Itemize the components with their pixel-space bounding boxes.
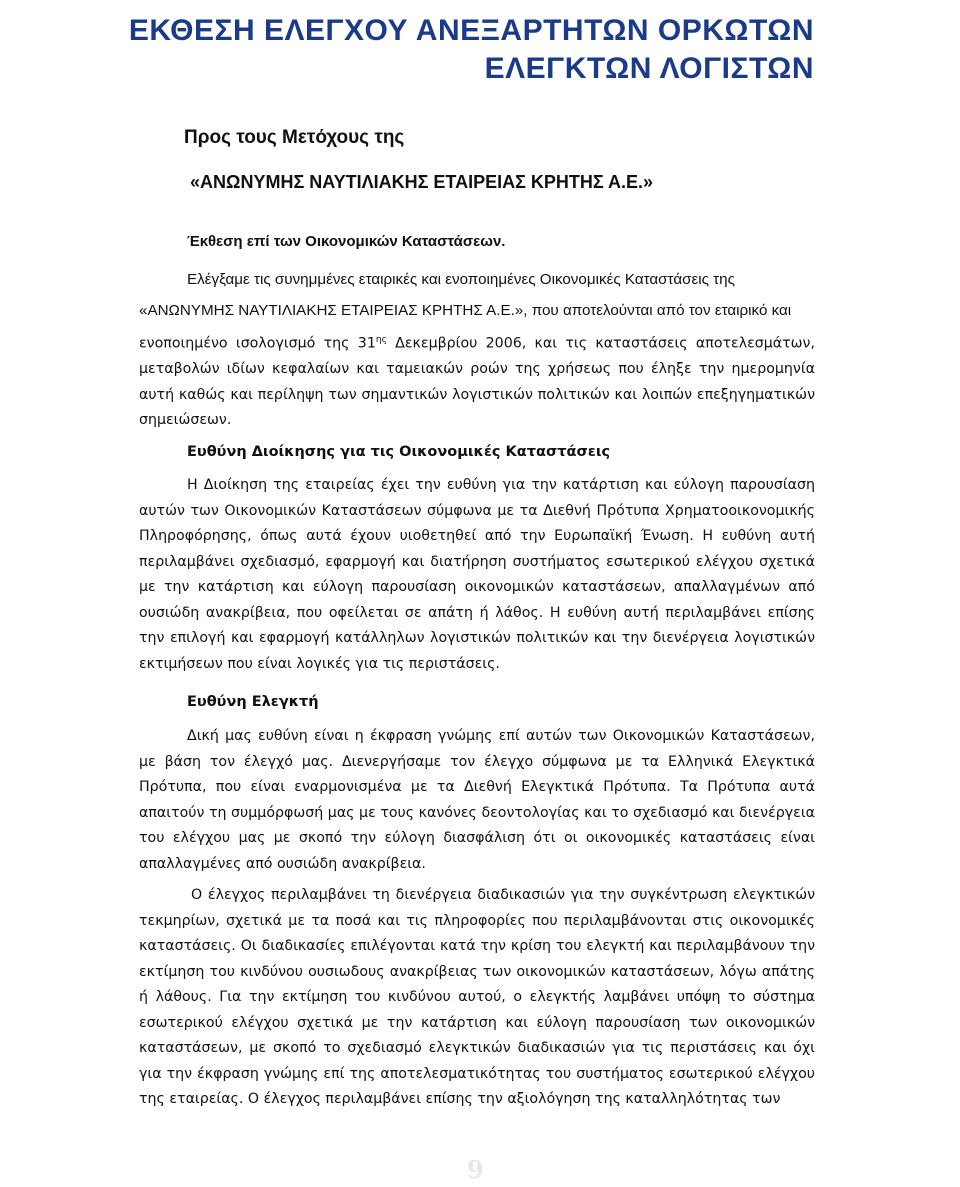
management-text: Η Διοίκηση της εταιρείας έχει την ευθύνη για την κατάρτιση και εύλογη παρουσίαση αυτών των Οικονομικών Καταστάσεων σύμφωνα με τα Διεθνή Πρότυπα Χρηματοοικονομικής Πληροφόρησης, όπως αυτά έχουν υιοθετηθεί από την Ευρωπαϊκή Ένωση. Η ευθύνη αυτή περιλαμβάνει σχεδιασμό, εφαρμογή και διατήρηση συστήματος εσωτερικού ελέγχου σχετικά με την κατάρτιση και εύλογη παρουσίαση οικονομικών καταστάσεων, απαλλαγμένων από ουσιώδη ανακρίβεια, που οφείλεται σε απάτη ή λάθος. Η ευθύνη αυτή περιλαμβάνει επίσης την επιλογή και εφαρμογή κατάλληλων λογιστικών πολιτικών και την διενέργεια λογιστικών εκτιμήσεων που είναι λογικές για τις περιστάσεις. [139, 477, 815, 672]
auditor-paragraph-1 [139, 724, 815, 877]
intro-text-a: ενοποιημένο ισολογισμό της 31 [139, 335, 376, 352]
intro-paragraph-continued [139, 328, 815, 434]
auditor-text-2: Ο έλεγχος περιλαμβάνει τη διενέργεια διαδικασιών για την συγκέντρωση ελεγκτικών τεκμηρίων, σχετικά με τα ποσά και τις πληροφορίες που περιλαμβάνονται στις οικονομικές καταστάσεις. Οι διαδικασίες επιλέγονται κατά την κρίση του ελεγκτή και περιλαμβάνουν την εκτίμηση του κινδύνου ουσιωδους ανακρίβειας των οικονομικών καταστάσεων, λόγω απάτης ή λάθους. Για την εκτίμηση του κινδύνου αυτού, ο ελεγκτής λαμβάνει υπόψη το σύστημα εσωτερικού ελέγχου σχετικά με την κατάρτιση και εύλογη παρουσίαση των οικονομικών καταστάσεων, με σκοπό το σχεδιασμό ελεγκτικών διαδικασιών για τις περιστάσεις και όχι για την έκφραση γνώμης επί της αποτελεσματικότητας του συστήματος εσωτερικού ελέγχου της εταιρείας. Ο έλεγχος περιλαμβάνει επίσης την αξιολόγηση της καταλληλότητας των [139, 887, 815, 1107]
report-title-line-1: ΕΚΘΕΣΗ ΕΛΕΓΧΟΥ ΑΝΕΞΑΡΤΗΤΩΝ ΟΡΚΩΤΩΝ [128, 14, 814, 47]
section-subheading: Έκθεση επί των Οικονομικών Καταστάσεων. [187, 233, 506, 250]
management-paragraph [139, 473, 815, 677]
report-title-line-2: ΕΛΕΓΚΤΩΝ ΛΟΓΙΣΤΩΝ [484, 52, 814, 85]
ordinal-suffix: ης [375, 335, 387, 345]
intro-text-b: Δεκεμβρίου 2006, και τις καταστάσεις αποτελεσμάτων, μεταβολών ιδίων κεφαλαίων και ταμειακών ροών της χρήσεως που έληξε την ημερομηνία αυτή καθώς και περίληψη των σημαντικών λογιστικών πολιτικών και λοιπών επεξηγηματικών σημειώσεων. [139, 335, 815, 429]
auditor-heading: Ευθύνη Ελεγκτή [187, 694, 319, 710]
company-name: «ΑΝΩΝΥΜΗΣ ΝΑΥΤΙΛΙΑΚΗΣ ΕΤΑΙΡΕΙΑΣ ΚΡΗΤΗΣ Α.Ε.» [190, 172, 654, 192]
auditor-text-1: Δική μας ευθύνη είναι η έκφραση γνώμης επί αυτών των Οικονομικών Καταστάσεων, με βάση τον έλεγχό μας. Διενεργήσαμε τον έλεγχο σύμφωνα με τα Ελληνικά Ελεγκτικά Πρότυπα, που είναι εναρμονισμένα με τα Διεθνή Ελεγκτικά Πρότυπα. Τα Πρότυπα αυτά απαιτούν τη συμμόρφωσή μας με τους κανόνες δεοντολογίας και το σχεδιασμό και διενέργεια του ελέγχου μας με σκοπό την εύλογη διασφάλιση ότι οι οικονομικές καταστάσεις είναι απαλλαγμένες από ουσιώδη ανακρίβεια. [139, 728, 815, 872]
intro-line-1: Ελέγξαμε τις συνημμένες εταιρικές και ενοποιημένες Οικονομικές Καταστάσεις της [187, 271, 735, 288]
intro-company: «ΑΝΩΝΥΜΗΣ ΝΑΥΤΙΛΙΑΚΗΣ ΕΤΑΙΡΕΙΑΣ ΚΡΗΤΗΣ Α.Ε.» [139, 302, 524, 319]
intro-paragraph [139, 264, 815, 326]
management-heading: Ευθύνη Διοίκησης για τις Οικονομικές Καταστάσεις [187, 444, 611, 460]
page-number: 9 [467, 1155, 484, 1184]
auditor-paragraph-2 [139, 883, 815, 1113]
addressee-line: Προς τους Μετόχους της [184, 127, 405, 148]
intro-line-2-rest: , που αποτελούνται από τον εταιρικό και [523, 302, 792, 319]
